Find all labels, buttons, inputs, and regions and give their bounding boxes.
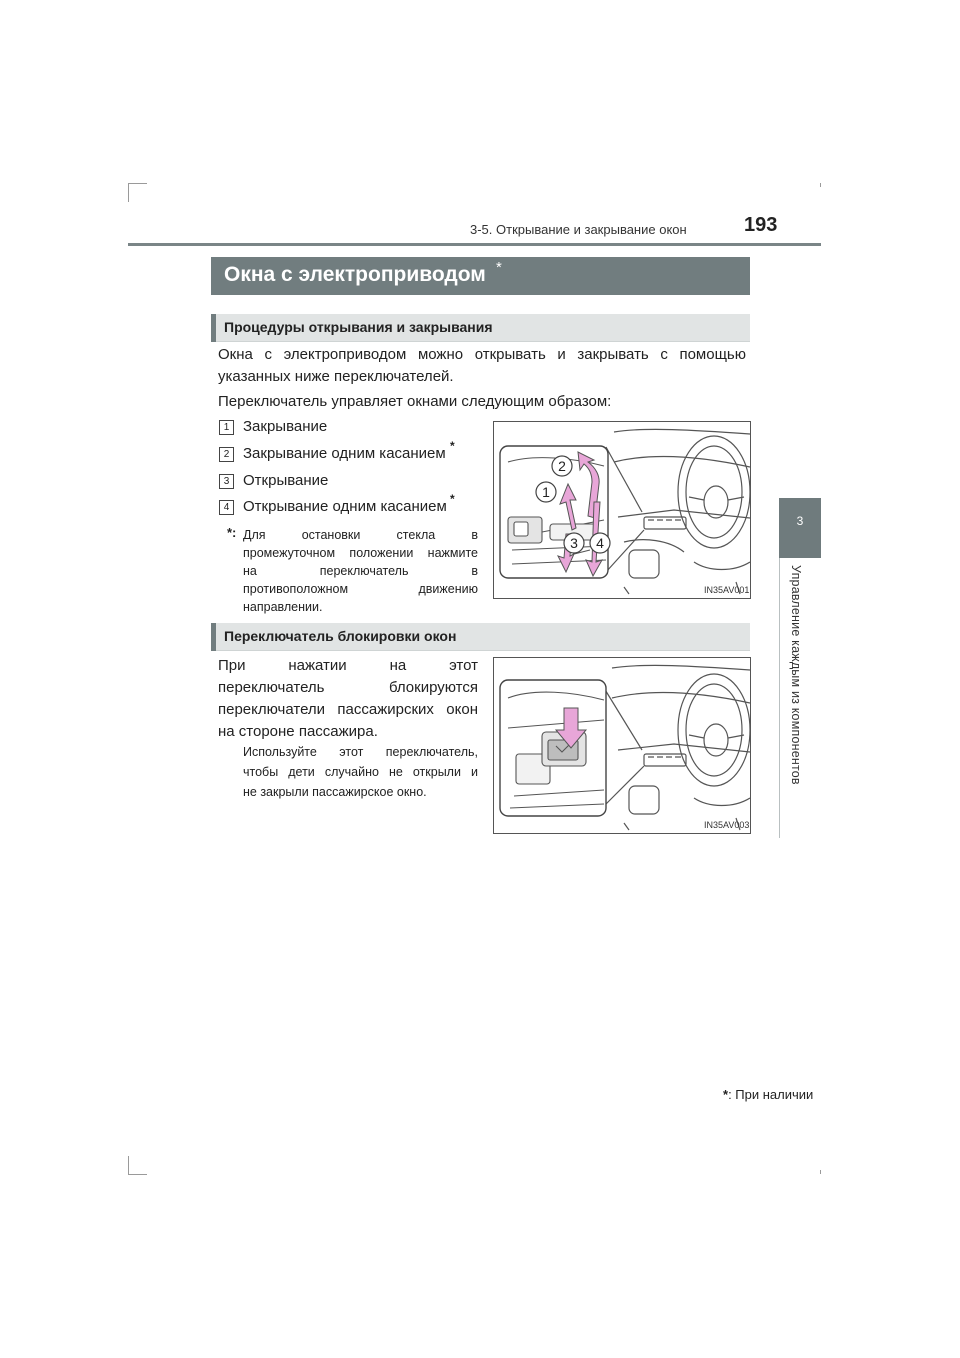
crop-mark-bottom-right [820,1170,821,1174]
lock-note-line-2: чтобы дети случайно не открыли и [243,765,478,779]
note-line-5: направлении. [243,600,323,614]
lock-switch-figure [493,657,751,834]
figure-code: IN35AV003 [704,820,750,830]
note-marker: *: [227,525,237,540]
item-text-4: Открывание одним касанием [243,498,447,515]
chapter-tab [779,498,821,558]
item-asterisk-4: * [450,492,455,506]
crop-mark-bottom-left-v [128,1156,129,1175]
window-switch-figure [493,421,751,599]
window-switch-illustration [494,422,750,598]
footnote [723,1087,813,1102]
intro-paragraph-2: Переключатель управляет окнами следующим образом: [218,393,612,410]
item-number-1: 1 [219,420,234,435]
callout-1: 1 [542,484,550,500]
crop-mark-bottom-left-h [128,1174,147,1175]
footnote-asterisk: * [723,1087,729,1102]
crop-mark-top-left-v [128,183,129,202]
chapter-number: 3 [796,514,804,528]
header-rule [128,243,821,246]
section-title-text: Процедуры открывания и закрывания [224,319,493,335]
section-title-accent [211,314,216,342]
section-title-accent [211,623,216,651]
item-text-1: Закрывание [243,418,328,435]
crop-mark-top-right [820,183,821,187]
lock-body-line-2: переключатель блокируются [218,679,478,696]
intro-line-2: указанных ниже переключателей. [218,368,454,385]
crop-mark-top-left-h [128,183,147,184]
figure-code: IN35AV001 [704,585,750,595]
note-line-1: Для остановки стекла в [243,528,478,542]
page-number: 193 [744,214,778,236]
item-number-2: 2 [219,447,234,462]
note-line-2: промежуточном положении нажмите [243,546,478,560]
item-number-4: 4 [219,500,234,515]
lock-body-line-4: на стороне пассажира. [218,723,378,740]
main-title-asterisk: * [496,259,502,276]
intro-line-1: Окна с электроприводом можно открывать и закрывать с помощью [218,346,746,363]
section-title-operation [211,314,750,342]
lock-note-line-1: Используйте этот переключатель, [243,745,478,759]
chapter-label: Управление каждым из компонентов [789,565,803,785]
item-asterisk-2: * [450,439,455,453]
item-number-3: 3 [219,474,234,489]
callout-3: 3 [570,535,578,551]
main-title-bar [211,257,750,295]
item-text-3: Открывание [243,472,329,489]
footnote-text: : При наличии [728,1087,814,1102]
lock-body-line-3: переключатели пассажирских окон [218,701,478,718]
note-line-4: противоположном движению [243,582,478,596]
lock-note-line-3: не закрыли пассажирское окно. [243,785,427,799]
section-title-text: Переключатель блокировки окон [224,628,457,644]
callout-2: 2 [558,458,566,474]
section-header: 3-5. Открывание и закрывание окон [470,222,687,237]
callout-4: 4 [596,535,604,551]
side-rule [779,558,780,838]
section-title-lock [211,623,750,651]
lock-switch-illustration [494,658,750,833]
note-line-3: на переключатель в [243,564,478,578]
item-text-2: Закрывание одним касанием [243,445,446,462]
main-title: Окна с электроприводом [224,263,486,286]
lock-body-line-1: При нажатии на этот [218,657,478,674]
